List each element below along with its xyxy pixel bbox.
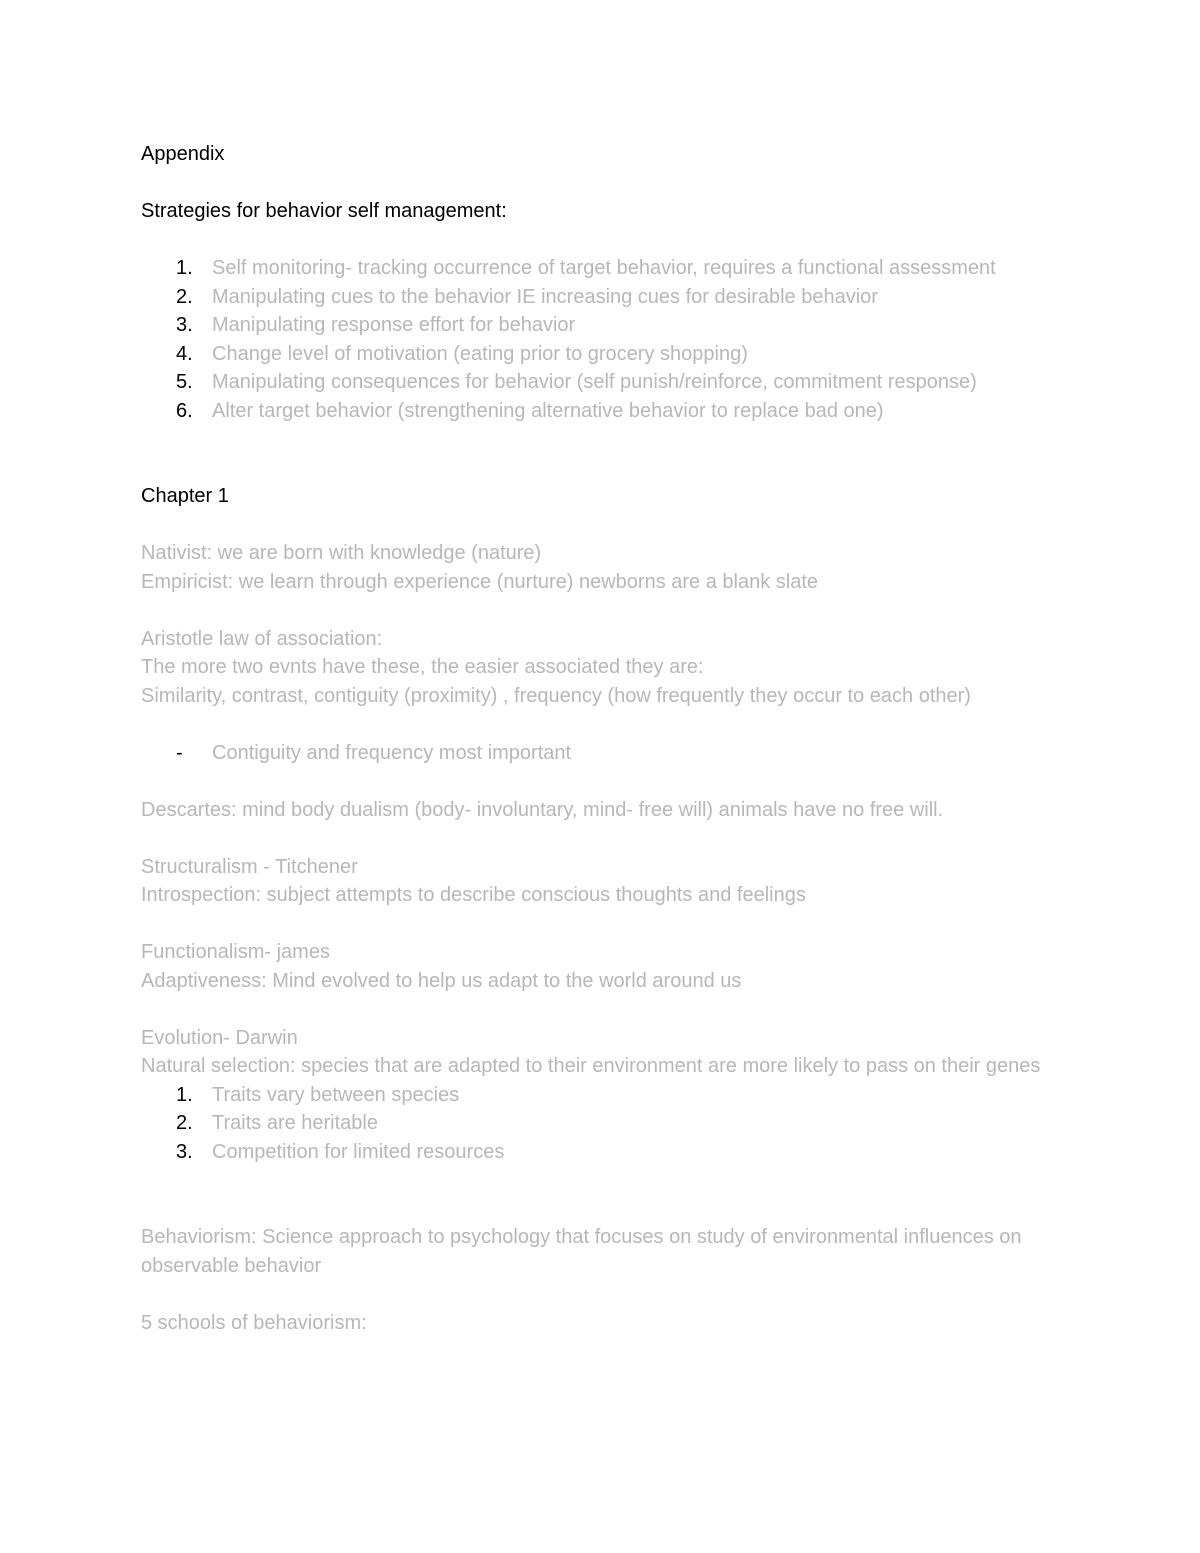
empiricist-text: Empiricist: we learn through experience (nurture) newborns are a blank slate xyxy=(141,570,819,593)
adaptiveness-text: Adaptiveness: Mind evolved to help us adapt to the world around us xyxy=(141,969,742,992)
list-item-text: Manipulating cues to the behavior IE increasing cues for desirable behavior xyxy=(212,285,878,308)
list-number: 4. xyxy=(176,342,193,365)
list-item-text: Change level of motivation (eating prior to grocery shopping) xyxy=(212,342,748,365)
list-item xyxy=(141,311,1071,340)
list-number: 3. xyxy=(176,1140,193,1163)
structuralism-title: Structuralism - Titchener xyxy=(141,855,358,878)
descartes-text: Descartes: mind body dualism (body- involuntary, mind- free will) animals have no free will. xyxy=(141,798,944,821)
list-number: 5. xyxy=(176,371,193,393)
list-item xyxy=(141,254,1071,283)
aristotle-line: Similarity, contrast, contiguity (proximity) , frequency (how frequently they occur to each other) xyxy=(141,684,971,707)
bullet-item-text: Contiguity and frequency most important xyxy=(212,741,572,764)
list-number: 1. xyxy=(176,1083,193,1106)
schools-text: 5 schools of behaviorism: xyxy=(141,1311,367,1334)
bullet-item xyxy=(141,739,1071,768)
list-item xyxy=(141,1081,1071,1110)
list-number: 2. xyxy=(176,1112,193,1134)
bullet-marker: - xyxy=(176,741,183,764)
list-item xyxy=(141,283,1071,312)
list-item-text: Competition for limited resources xyxy=(212,1140,505,1163)
strategies-list xyxy=(141,254,1071,425)
nativist-text: Nativist: we are born with knowledge (nature) xyxy=(141,542,542,564)
list-item-text: Self monitoring- tracking occurrence of target behavior, requires a functional assessment xyxy=(212,257,996,279)
list-number: 1. xyxy=(176,257,193,279)
chapter-heading: Chapter 1 xyxy=(141,485,229,507)
document-page xyxy=(141,140,1071,1337)
traits-list xyxy=(141,1081,1071,1167)
list-item-text: Manipulating consequences for behavior (self punish/reinforce, commitment response) xyxy=(212,371,977,393)
list-item xyxy=(141,368,1071,397)
strategies-heading: Strategies for behavior self management: xyxy=(141,200,507,222)
aristotle-title: Aristotle law of association: xyxy=(141,627,383,650)
appendix-heading: Appendix xyxy=(141,143,225,165)
list-item xyxy=(141,1109,1071,1138)
list-item-text: Traits vary between species xyxy=(212,1083,460,1106)
introspection-text: Introspection: subject attempts to describe conscious thoughts and feelings xyxy=(141,884,806,906)
functionalism-title: Functionalism- james xyxy=(141,941,330,963)
list-number: 2. xyxy=(176,285,193,308)
aristotle-line: The more two evnts have these, the easier associated they are: xyxy=(141,656,704,678)
list-item xyxy=(141,397,1071,426)
list-number: 3. xyxy=(176,314,193,336)
list-item-text: Alter target behavior (strengthening alternative behavior to replace bad one) xyxy=(212,399,884,422)
natural-selection-text: Natural selection: species that are adapted to their environment are more likely to pass on their genes xyxy=(141,1055,1041,1077)
list-number: 6. xyxy=(176,399,193,422)
list-item-text: Manipulating response effort for behavior xyxy=(212,314,576,336)
list-item xyxy=(141,1138,1071,1167)
list-item xyxy=(141,340,1071,369)
behaviorism-text: Behaviorism: Science approach to psychology that focuses on study of environmental influences on observable behavior xyxy=(141,1226,1022,1277)
list-item-text: Traits are heritable xyxy=(212,1112,378,1134)
evolution-title: Evolution- Darwin xyxy=(141,1026,298,1049)
